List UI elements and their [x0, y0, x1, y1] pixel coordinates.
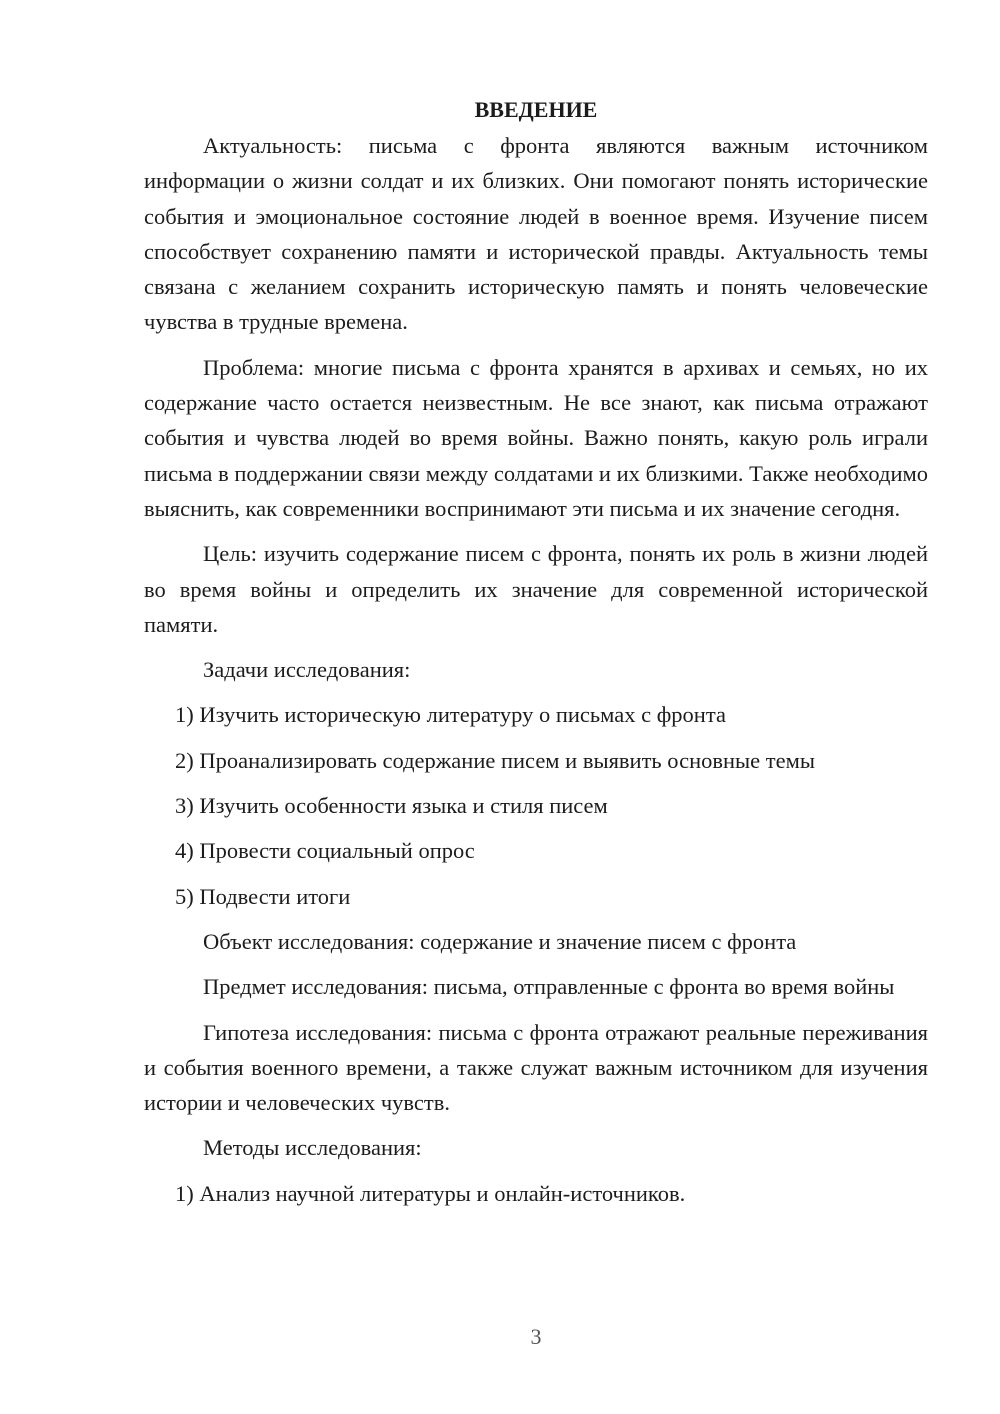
- page-content: [144, 92, 928, 1221]
- goal-paragraph: Цель: изучить содержание писем с фронта, понять их роль в жизни людей во время войны и определить их значение для современной исторической памяти.: [144, 541, 928, 637]
- hypothesis-paragraph: Гипотеза исследования: письма с фронта отражают реальные переживания и события военного времени, а также служат важным источником для изучения истории и человеческих чувств.: [144, 1019, 928, 1116]
- page-number: 3: [530, 1324, 542, 1349]
- task-item: 4) Провести социальный опрос: [175, 838, 475, 864]
- methods-heading: Методы исследования:: [203, 1135, 422, 1161]
- task-item: 5) Подвести итоги: [175, 883, 351, 909]
- task-item: 1) Изучить историческую литературу о письмах с фронта: [175, 702, 726, 728]
- tasks-heading: Задачи исследования:: [203, 657, 411, 683]
- section-title: ВВЕДЕНИЕ: [474, 97, 598, 122]
- task-item: 2) Проанализировать содержание писем и выявить основные темы: [175, 747, 815, 773]
- object-paragraph: Объект исследования: содержание и значение писем с фронта: [203, 928, 797, 954]
- task-item: 3) Изучить особенности языка и стиля писем: [175, 793, 608, 819]
- subject-paragraph: Предмет исследования: письма, отправленные с фронта во время войны: [203, 974, 895, 1000]
- problem-paragraph: Проблема: многие письма с фронта хранятся в архивах и семьях, но их содержание часто остается неизвестным. Не все знают, как письма отражают события и чувства людей во время войны. Важно понять, какую роль играли письма в поддержании связи между солдатами и их близкими. Также необходимо выяснить, как современники воспринимают эти письма и их значение сегодня.: [144, 354, 928, 521]
- relevance-paragraph: Актуальность: письма с фронта являются важным источником информации о жизни солдат и их близких. Они помогают понять исторические события и эмоциональное состояние людей в военное время. Изучение писем способствует сохранению памяти и исторической правды. Актуальность темы связана с желанием сохранить историческую память и понять человеческие чувства в трудные времена.: [144, 133, 928, 335]
- method-item: 1) Анализ научной литературы и онлайн-источников.: [175, 1180, 686, 1206]
